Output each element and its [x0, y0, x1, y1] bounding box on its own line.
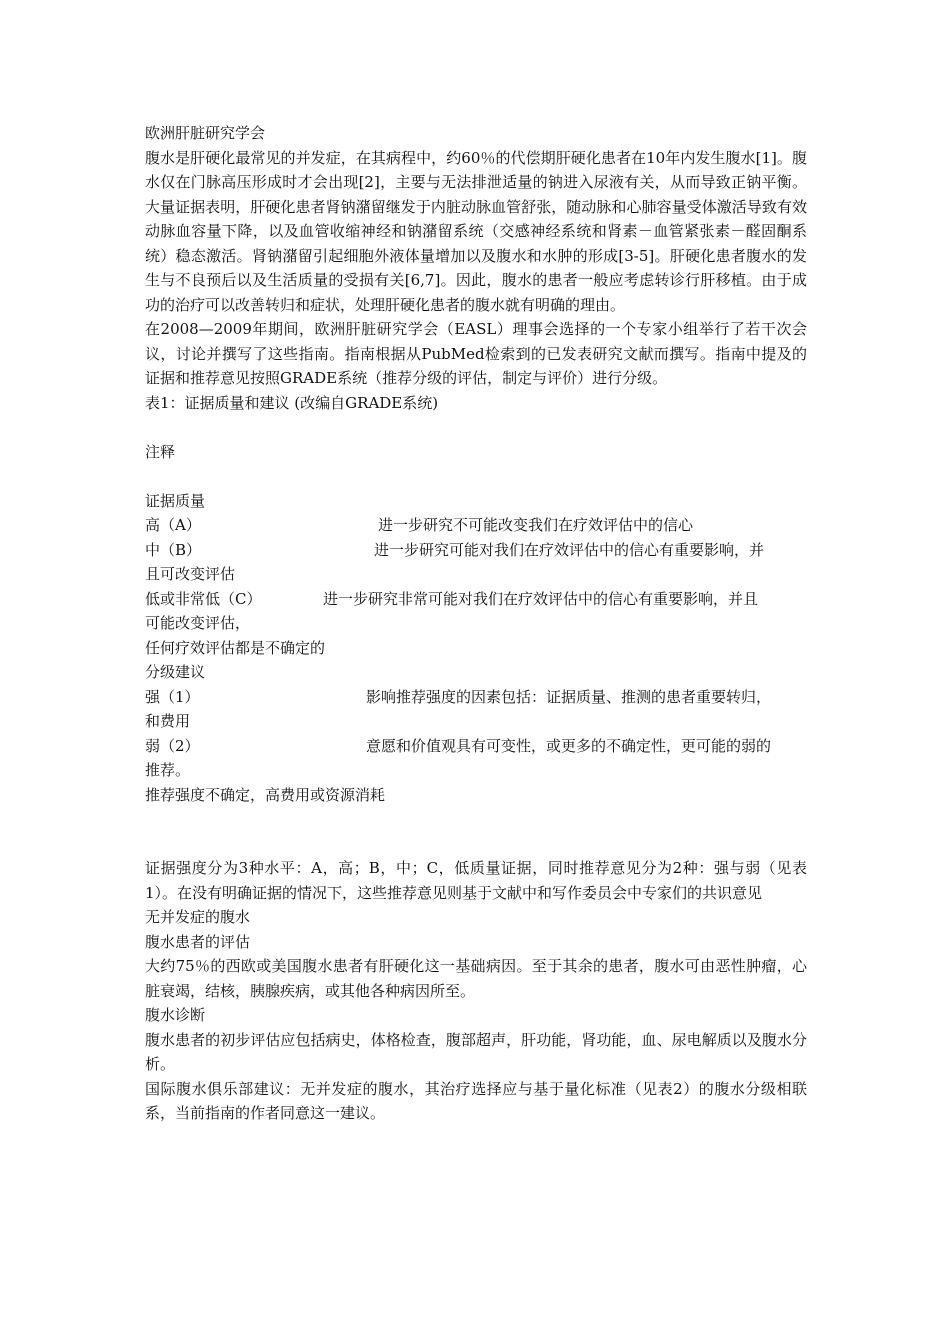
spacer: [145, 464, 807, 489]
grade-low-desc-cont: 可能改变评估，: [145, 614, 251, 632]
spacer: [145, 415, 807, 440]
grade-low-desc: 进一步研究非常可能对我们在疗效评估中的信心有重要影响，并且: [323, 589, 759, 608]
section-heading-uncomplicated-ascites: 无并发症的腹水: [145, 908, 251, 926]
grade-low-label: 低或非常低（C）: [145, 589, 262, 608]
grade-mid-desc: 进一步研究可能对我们在疗效评估中的信心有重要影响，并: [374, 540, 765, 559]
rec-strong-desc-cont: 和费用: [145, 712, 191, 730]
evidence-levels-paragraph: 证据强度分为3种水平：A，高；B，中；C，低质量证据，同时推荐意见分为2种：强与弱（见表1）。在没有明确证据的情况下，这些推荐意见则基于文献中和写作委员会中专家们的共识意见: [145, 859, 807, 902]
grade-low-desc-cont-2: 任何疗效评估都是不确定的: [145, 638, 326, 657]
grade-mid-desc-cont: 且可改变评估: [145, 565, 236, 583]
rec-weak-label: 弱（2）: [145, 736, 200, 755]
document-body: [145, 121, 807, 1126]
intro-paragraph-2: 在2008—2009年期间，欧洲肝脏研究学会（EASL）理事会选择的一个专家小组举行了若干次会议，讨论并撰写了这些指南。指南根据从PubMed检索到的已发表研究文献而撰写。指南中提及的证据和推荐意见按照GRADE系统（推荐分级的评估，制定与评价）进行分级。: [145, 320, 807, 387]
notes-label: 注释: [145, 442, 176, 461]
rec-strong-desc: 影响推荐强度的因素包括：证据质量、推测的患者重要转归，: [366, 687, 772, 706]
org-heading: 欧洲肝脏研究学会: [145, 124, 266, 142]
diagnosis-paragraph: 腹水患者的初步评估应包括病史，体格检查，腹部超声，肝功能，肾功能，血、尿电解质以及腹水分析。: [145, 1030, 807, 1073]
rec-weak-desc-cont: 推荐。: [145, 761, 191, 779]
grade-low-row: [145, 587, 807, 612]
grade-high-desc: 进一步研究不可能改变我们在疗效评估中的信心: [378, 516, 694, 534]
ascites-club-paragraph: 国际腹水俱乐部建议：无并发症的腹水，其治疗选择应与基于量化标准（见表2）的腹水分级相联系，当前指南的作者同意这一建议。: [145, 1079, 807, 1122]
table-caption: 表1：证据质量和建议 (改编自GRADE系统): [145, 393, 439, 412]
section-heading-evaluation: 腹水患者的评估: [145, 932, 251, 951]
grade-mid-row: [145, 538, 807, 563]
grade-high-row: [145, 513, 807, 538]
rec-strong-row: [145, 685, 807, 710]
spacer: [145, 807, 807, 856]
evidence-heading: 证据质量: [145, 491, 206, 510]
section-heading-diagnosis: 腹水诊断: [145, 1006, 206, 1024]
rec-weak-desc-cont-2: 推荐强度不确定，高费用或资源消耗: [145, 785, 386, 804]
rec-heading: 分级建议: [145, 663, 206, 681]
intro-paragraph-1: 腹水是肝硬化最常见的并发症，在其病程中，约60％的代偿期肝硬化患者在10年内发生腹水[1]。腹水仅在门脉高压形成时才会出现[2]，主要与无法排泄适量的钠进入尿液有关，从而导致正钠平衡。大量证据表明，肝硬化患者肾钠潴留继发于内脏动脉血管舒张，随动脉和心肺容量受体激活导致有效动脉血容量下降，以及血管收缩神经和钠潴留系统（交感神经系统和肾素－血管紧张素－醛固酮系统）稳态激活。肾钠潴留引起细胞外液体量增加以及腹水和水肿的形成[3-5]。肝硬化患者腹水的发生与不良预后以及生活质量的受损有关[6,7]。因此，腹水的患者一般应考虑转诊行肝移植。由于成功的治疗可以改善转归和症状，处理肝硬化患者的腹水就有明确的理由。: [145, 148, 807, 314]
rec-strong-label: 强（1）: [145, 687, 200, 706]
rec-weak-desc: 意愿和价值观具有可变性，或更多的不确定性，更可能的弱的: [366, 736, 772, 755]
grade-mid-label: 中（B）: [145, 540, 202, 559]
evaluation-paragraph: 大约75％的西欧或美国腹水患者有肝硬化这一基础病因。至于其余的患者，腹水可由恶性肿瘤，心脏衰竭，结核，胰腺疾病，或其他各种病因所至。: [145, 957, 807, 1000]
grade-high-label: 高（A）: [145, 516, 201, 534]
rec-weak-row: [145, 734, 807, 759]
